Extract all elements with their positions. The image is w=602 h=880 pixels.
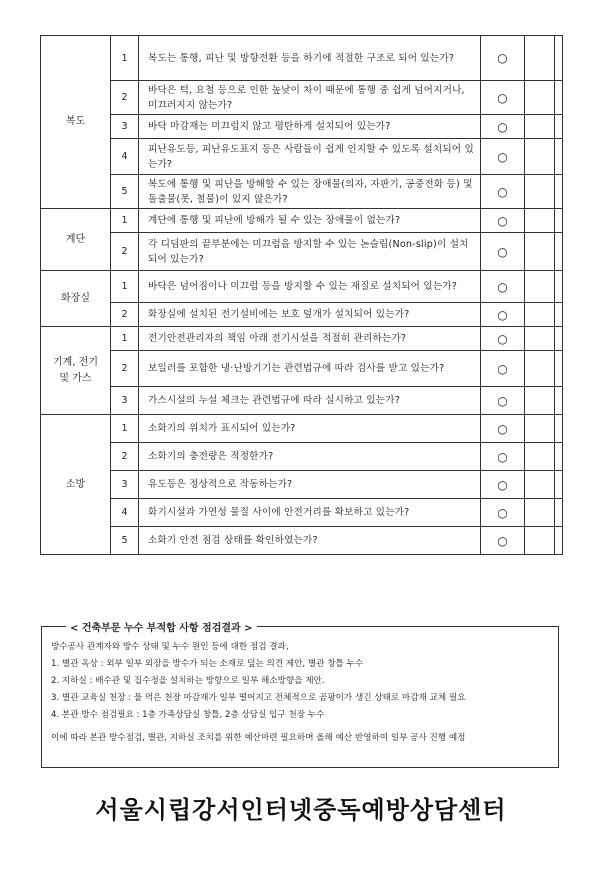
checklist-row bbox=[41, 499, 563, 527]
footer-organization-name: 서울시립강서인터넷중독예방상담센터 bbox=[95, 795, 507, 824]
item-number: 1 bbox=[111, 271, 139, 303]
item-number: 3 bbox=[111, 387, 139, 415]
item-number: 2 bbox=[111, 303, 139, 327]
check-question: 피난유도등, 피난유도표지 등은 사람들이 쉽게 인지할 수 있도록 설치되어 있는가? bbox=[139, 139, 481, 175]
check-mark-circle: ○ bbox=[481, 139, 525, 175]
check-question: 가스시설의 누설 체크는 관련법규에 따라 실시하고 있는가? bbox=[139, 387, 481, 415]
empty-cell bbox=[555, 303, 563, 327]
inspection-result-intro: 방수공사 관계자와 방수 상태 및 누수 원인 등에 대한 점검 결과, bbox=[51, 642, 289, 652]
empty-cell bbox=[555, 81, 563, 115]
check-question: 계단에 통행 및 피난에 방해가 될 수 있는 장애물이 없는가? bbox=[139, 209, 481, 233]
item-number: 1 bbox=[111, 36, 139, 81]
empty-cell bbox=[555, 499, 563, 527]
empty-cell bbox=[525, 139, 555, 175]
check-mark-circle: ○ bbox=[481, 175, 525, 209]
empty-cell bbox=[555, 233, 563, 271]
empty-cell bbox=[555, 327, 563, 351]
category-cell: 화장실 bbox=[41, 271, 111, 327]
item-number: 5 bbox=[111, 175, 139, 209]
checklist-row bbox=[41, 271, 563, 303]
item-number: 2 bbox=[111, 81, 139, 115]
empty-cell bbox=[555, 387, 563, 415]
check-question: 화기시설과 가연성 물질 사이에 안전거리를 확보하고 있는가? bbox=[139, 499, 481, 527]
item-number: 1 bbox=[111, 415, 139, 443]
check-mark-circle: ○ bbox=[481, 209, 525, 233]
check-mark-circle: ○ bbox=[481, 233, 525, 271]
empty-cell bbox=[525, 387, 555, 415]
checklist-row bbox=[41, 471, 563, 499]
item-number: 2 bbox=[111, 233, 139, 271]
check-question: 보일러를 포함한 냉·난방기기는 관련법규에 따라 검사를 받고 있는가? bbox=[139, 351, 481, 387]
item-number: 4 bbox=[111, 139, 139, 175]
checklist-row bbox=[41, 209, 563, 233]
empty-cell bbox=[525, 471, 555, 499]
checklist-row bbox=[41, 443, 563, 471]
check-mark-circle: ○ bbox=[481, 115, 525, 139]
check-question: 바닥은 턱, 요철 등으로 인한 높낮이 차이 때문에 통행 중 쉽게 넘어지거나, 미끄러지지 않는가? bbox=[139, 81, 481, 115]
check-question: 전기안전관리자의 책임 아래 전기시설을 적절히 관리하는가? bbox=[139, 327, 481, 351]
empty-cell bbox=[525, 115, 555, 139]
checklist-row bbox=[41, 139, 563, 175]
checklist-table bbox=[40, 35, 563, 555]
check-question: 복도에 통행 및 피난을 방해할 수 있는 장애물(의자, 자판기, 공중전화 등) 및 돌출물(못, 철물)이 있지 않은가? bbox=[139, 175, 481, 209]
empty-cell bbox=[555, 527, 563, 555]
check-mark-circle: ○ bbox=[481, 443, 525, 471]
checklist-row bbox=[41, 415, 563, 443]
check-mark-circle: ○ bbox=[481, 415, 525, 443]
checklist-row bbox=[41, 351, 563, 387]
check-question: 복도는 통행, 피난 및 방향전환 등을 하기에 적절한 구조로 되어 있는가? bbox=[139, 36, 481, 81]
empty-cell bbox=[525, 527, 555, 555]
item-number: 2 bbox=[111, 351, 139, 387]
checklist-row bbox=[41, 175, 563, 209]
empty-cell bbox=[525, 499, 555, 527]
checklist-row bbox=[41, 527, 563, 555]
checklist-row bbox=[41, 327, 563, 351]
empty-cell bbox=[555, 175, 563, 209]
checklist-row bbox=[41, 387, 563, 415]
checklist-row bbox=[41, 115, 563, 139]
empty-cell bbox=[525, 81, 555, 115]
checklist-row bbox=[41, 81, 563, 115]
inspection-result-title: < 건축부문 누수 부적합 사항 점검결과 > bbox=[66, 619, 257, 634]
empty-cell bbox=[555, 471, 563, 499]
check-question: 소화기 안전 점검 상태를 확인하였는가? bbox=[139, 527, 481, 555]
empty-cell bbox=[555, 443, 563, 471]
check-mark-circle: ○ bbox=[481, 471, 525, 499]
inspection-result-line: 1. 별관 옥상 : 외부 일부 외장을 방수가 되는 소재로 덮는 의견 제안, 별관 창틀 누수 bbox=[51, 659, 364, 669]
inspection-result-body bbox=[51, 639, 552, 747]
check-question: 바닥 마감재는 미끄럽지 않고 평탄하게 설치되어 있는가? bbox=[139, 115, 481, 139]
check-mark-circle: ○ bbox=[481, 36, 525, 81]
inspection-result-conclusion: 이에 따라 본관 방수점검, 별관, 지하실 조치를 위한 예산마련 필요하며 올해 예산 반영하여 일부 공사 진행 예정 bbox=[51, 733, 466, 743]
empty-cell bbox=[555, 139, 563, 175]
item-number: 1 bbox=[111, 209, 139, 233]
check-mark-circle: ○ bbox=[481, 303, 525, 327]
empty-cell bbox=[525, 271, 555, 303]
check-mark-circle: ○ bbox=[481, 81, 525, 115]
empty-cell bbox=[525, 175, 555, 209]
empty-cell bbox=[525, 443, 555, 471]
empty-cell bbox=[525, 303, 555, 327]
empty-cell bbox=[525, 233, 555, 271]
empty-cell bbox=[555, 209, 563, 233]
checklist-row bbox=[41, 233, 563, 271]
item-number: 5 bbox=[111, 527, 139, 555]
check-question: 화장실에 설치된 전기설비에는 보호 덮개가 설치되어 있는가? bbox=[139, 303, 481, 327]
empty-cell bbox=[525, 36, 555, 81]
empty-cell bbox=[555, 351, 563, 387]
inspection-result-line: 4. 본관 방수 점검필요 : 1층 가족상담실 창틀, 2층 상담실 입구 천장 누수 bbox=[51, 710, 325, 720]
empty-cell bbox=[555, 415, 563, 443]
item-number: 1 bbox=[111, 327, 139, 351]
empty-cell bbox=[555, 115, 563, 139]
check-question: 소화기의 충전량은 적정한가? bbox=[139, 443, 481, 471]
empty-cell bbox=[525, 327, 555, 351]
category-cell: 계단 bbox=[41, 209, 111, 271]
check-question: 소화기의 위치가 표시되어 있는가? bbox=[139, 415, 481, 443]
checklist-row bbox=[41, 36, 563, 81]
inspection-result-line: 2. 지하실 : 배수관 및 집수정을 설치하는 방향으로 일부 해소방향을 제안. bbox=[51, 676, 325, 686]
check-question: 바닥은 넘어짐이나 미끄럼 등을 방지할 수 있는 재질로 설치되어 있는가? bbox=[139, 271, 481, 303]
item-number: 2 bbox=[111, 443, 139, 471]
item-number: 3 bbox=[111, 115, 139, 139]
check-mark-circle: ○ bbox=[481, 527, 525, 555]
empty-cell bbox=[555, 271, 563, 303]
empty-cell bbox=[555, 36, 563, 81]
item-number: 4 bbox=[111, 499, 139, 527]
inspection-result-line: 3. 별관 교육실 천장 : 물 먹은 천장 마감재가 일부 떨어지고 전체적으로 곰팡이가 생긴 상태로 마감재 교체 필요 bbox=[51, 693, 466, 703]
check-mark-circle: ○ bbox=[481, 327, 525, 351]
check-question: 각 디딤판의 끝부분에는 미끄럼을 방지할 수 있는 논슬립(Non-slip)이 설치되어 있는가? bbox=[139, 233, 481, 271]
empty-cell bbox=[525, 415, 555, 443]
category-cell: 소방 bbox=[41, 415, 111, 555]
check-question: 유도등은 정상적으로 작동하는가? bbox=[139, 471, 481, 499]
checklist-row bbox=[41, 303, 563, 327]
category-cell: 복도 bbox=[41, 36, 111, 209]
check-mark-circle: ○ bbox=[481, 387, 525, 415]
check-mark-circle: ○ bbox=[481, 499, 525, 527]
inspection-result-box bbox=[41, 623, 559, 768]
item-number: 3 bbox=[111, 471, 139, 499]
check-mark-circle: ○ bbox=[481, 271, 525, 303]
category-cell: 기계, 전기 및 가스 bbox=[41, 327, 111, 415]
empty-cell bbox=[525, 209, 555, 233]
check-mark-circle: ○ bbox=[481, 351, 525, 387]
empty-cell bbox=[525, 351, 555, 387]
